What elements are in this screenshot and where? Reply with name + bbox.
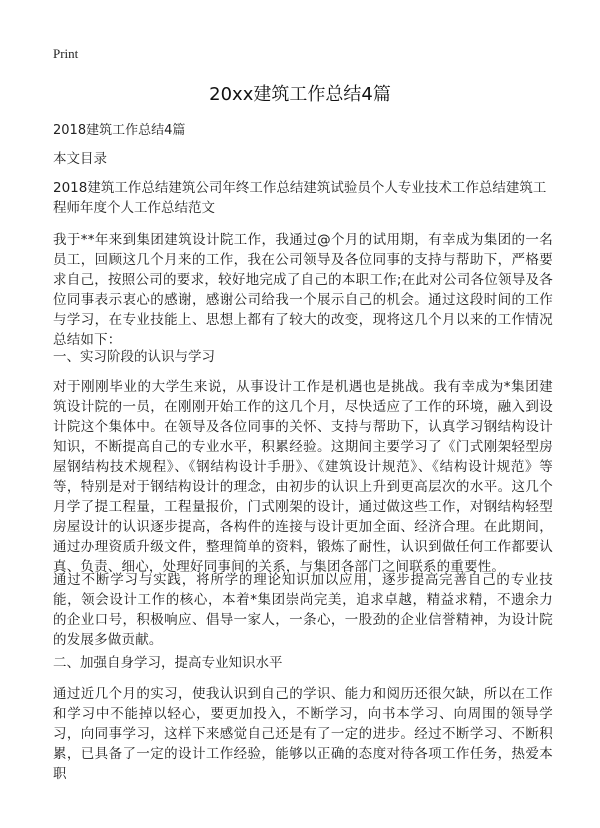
document-title: 20xx建筑工作总结4篇 [209, 84, 391, 105]
section1-paragraph-1: 对于刚刚毕业的大学生来说，从事设计工作是机遇也是挑战。我有幸成为*集团建筑设计院的一员，在刚刚开始工作的这几个月，尽快适应了工作的环境，融入到设计院这个集体中。在领导及各位同事的关怀、支持与帮助下，认真学习钢结构设计知识，不断提高自己的专业水平，积累经验。这期间主要学习了《门式刚架轻型房屋钢结构技术规程》、《钢结构设计手册》、《建筑设计规范》、《结构设计规范》等等，特别是对于钢结构设计的理念，由初步的认识上升到更高层次的水平。这几个月学了提工程量，工程量报价，门式刚架的设计，通过做这些工作，对钢结构轻型房屋设计的认识逐步提高，各构件的连接与设计更加全面、经济合理。在此期间，通过办理资质升级文件，整理简单的资料，锻炼了耐性，认识到做任何工作都要认真、负责、细心，处理好同事间的关系，与集团各部门之间联系的重要性。 [53, 379, 553, 575]
document-subtitle: 2018建筑工作总结4篇 [53, 123, 186, 138]
section-heading-1: 一、实习阶段的认识与学习 [53, 349, 215, 365]
print-label: Print [53, 46, 79, 61]
section-heading-2: 二、加强自身学习，提高专业知识水平 [53, 655, 283, 671]
section1-paragraph-2: 通过不断学习与实践，将所学的理论知识加以应用，逐步提高完善自己的专业技能，领会设计工作的核心，本着*集团崇尚完美，追求卓越，精益求精，不遗余力的企业口号，积极响应、倡导一家人，一条心，一股劲的企业信誉精神，为设计院的发展多做贡献。 [53, 572, 553, 648]
intro-paragraph: 我于**年来到集团建筑设计院工作，我通过@个月的试用期，有幸成为集团的一名员工，回顾这几个月来的工作，我在公司领导及各位同事的支持与帮助下，严格要求自己，按照公司的要求，较好地完成了自己的本职工作;在此对公司各位领导及各位同事表示衷心的感谢，感谢公司给我一个展示自己的机会。通过这段时间的工作与学习，在专业技能上、思想上都有了较大的改变，现将这几个月以来的工作情况总结如下： [53, 232, 553, 348]
toc-heading: 本文目录 [53, 151, 107, 167]
section2-paragraph-1: 通过近几个月的实习，使我认识到自己的学识、能力和阅历还很欠缺，所以在工作和学习中不能掉以轻心，要更加投入，不断学习，向书本学习、向周围的领导学习，向同事学习，这样下来感觉自己还是有了一定的进步。经过不断学习、不断积累，已具备了一定的设计工作经验，能够以正确的态度对待各项工作任务，热爱本职 [53, 686, 553, 782]
toc-text: 2018建筑工作总结建筑公司年终工作总结建筑试验员个人专业技术工作总结建筑工程师年度个人工作总结范文 [53, 180, 547, 216]
